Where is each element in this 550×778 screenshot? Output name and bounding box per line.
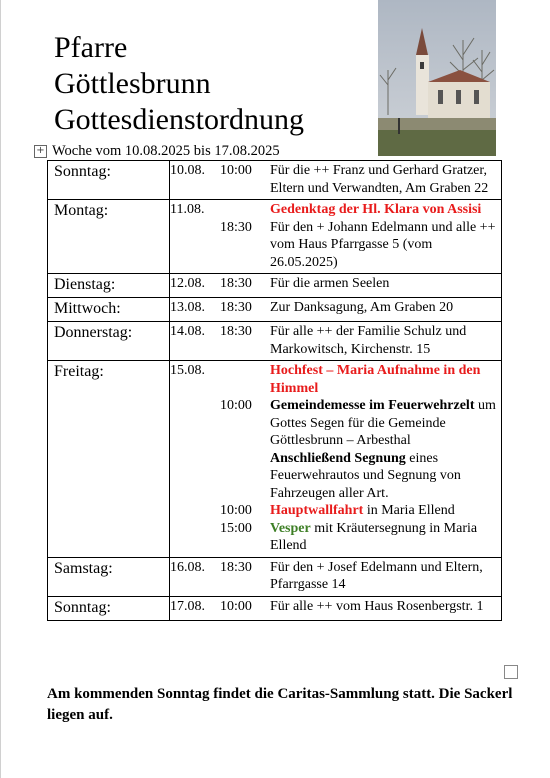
entry-date: 15.08. bbox=[170, 363, 205, 378]
entry-text bbox=[270, 323, 501, 358]
day-name: Sonntag: bbox=[48, 161, 170, 200]
day-name: Mittwoch: bbox=[48, 298, 170, 322]
schedule-table bbox=[47, 160, 502, 621]
entry-description: in Maria Ellend bbox=[366, 503, 455, 518]
entry-description: Für den + Johann Edelmann und alle ++ vom Haus Pfarrgasse 5 (vom 26.05.2025) bbox=[270, 219, 496, 270]
caritas-note: Am kommenden Sonntag findet die Caritas-Sammlung statt. Die Sackerl liegen auf. bbox=[47, 686, 513, 723]
entry-text bbox=[270, 520, 501, 555]
schedule-entry bbox=[170, 362, 501, 397]
title-line-1: Pfarre bbox=[54, 31, 128, 64]
entry-description: Für die armen Seelen bbox=[270, 276, 390, 291]
title-line-2: Göttlesbrunn bbox=[54, 67, 211, 100]
entry-date bbox=[170, 450, 220, 503]
entry-highlight-red: Hochfest – Maria Aufnahme in den Himmel bbox=[270, 363, 481, 396]
schedule-entry bbox=[170, 598, 501, 616]
entry-time: 18:30 bbox=[220, 276, 252, 291]
day-entries bbox=[170, 274, 502, 298]
entry-description: Für den + Josef Edelmann und Eltern, Pfarrgasse 14 bbox=[270, 559, 483, 592]
entry-bold: Anschließend Segnung bbox=[270, 450, 406, 466]
entry-text bbox=[270, 397, 501, 450]
entry-description: Für alle ++ vom Haus Rosenbergstr. 1 bbox=[270, 598, 484, 614]
day-entries bbox=[170, 322, 502, 361]
schedule-row bbox=[48, 200, 502, 274]
schedule-row bbox=[48, 557, 502, 596]
day-name: Samstag: bbox=[48, 557, 170, 596]
schedule-row bbox=[48, 361, 502, 558]
entry-time bbox=[220, 362, 270, 397]
schedule-entry bbox=[170, 323, 501, 358]
entry-time: 10:00 bbox=[220, 163, 252, 178]
schedule-entry bbox=[170, 520, 501, 555]
schedule-entry bbox=[170, 162, 501, 197]
day-name: Montag: bbox=[48, 200, 170, 274]
schedule-entry bbox=[170, 559, 501, 594]
entry-date bbox=[170, 219, 220, 272]
entry-date bbox=[170, 520, 220, 555]
entry-description: eines Feuerwehrautos und Segnung von Fahrzeugen aller Art. bbox=[270, 450, 461, 501]
schedule-row bbox=[48, 161, 502, 200]
schedule-row bbox=[48, 298, 502, 322]
entry-text bbox=[270, 362, 501, 397]
entry-text bbox=[270, 559, 501, 594]
entry-time: 18:30 bbox=[220, 559, 252, 575]
entry-date: 11.08. bbox=[170, 202, 205, 217]
entry-date: 10.08. bbox=[170, 163, 205, 178]
church-photo[interactable] bbox=[378, 0, 496, 156]
table-move-handle-icon[interactable]: + bbox=[34, 145, 47, 158]
entry-bold: Gemeindemesse im Feuerwehrzelt bbox=[270, 398, 475, 413]
entry-highlight-green: Vesper bbox=[270, 520, 311, 536]
entry-description: Für die ++ Franz und Gerhard Gratzer, Eltern und Verwandten, Am Graben 22 bbox=[270, 163, 489, 196]
entry-time: 15:00 bbox=[220, 520, 252, 536]
entry-time bbox=[220, 450, 270, 503]
entry-description: Für alle ++ der Familie Schulz und Markowitsch, Kirchenstr. 15 bbox=[270, 324, 467, 357]
day-entries bbox=[170, 596, 502, 620]
entry-description: um Gottes Segen für die Gemeinde Göttlesbrunn – Arbesthal bbox=[270, 398, 496, 448]
schedule-entry bbox=[170, 502, 501, 520]
entry-text bbox=[270, 162, 501, 197]
page-title bbox=[54, 30, 304, 138]
schedule-entry bbox=[170, 219, 501, 272]
day-name: Sonntag: bbox=[48, 596, 170, 620]
entry-time: 10:00 bbox=[220, 398, 252, 413]
schedule-row bbox=[48, 322, 502, 361]
day-name: Donnerstag: bbox=[48, 322, 170, 361]
entry-time: 10:00 bbox=[220, 598, 252, 614]
entry-time: 10:00 bbox=[220, 503, 252, 518]
entry-description: Zur Danksagung, Am Graben 20 bbox=[270, 300, 454, 315]
entry-time bbox=[220, 201, 270, 219]
page-edge bbox=[0, 0, 1, 778]
day-entries bbox=[170, 161, 502, 200]
entry-time: 18:30 bbox=[220, 300, 252, 315]
table-resize-handle[interactable] bbox=[504, 665, 518, 679]
schedule-row bbox=[48, 596, 502, 620]
schedule-entry bbox=[170, 201, 501, 219]
entry-text bbox=[270, 450, 501, 503]
entry-text bbox=[270, 502, 501, 520]
entry-text bbox=[270, 201, 501, 219]
church-photo-image bbox=[378, 0, 496, 156]
day-entries bbox=[170, 361, 502, 558]
entry-description: mit Kräutersegnung in Maria Ellend bbox=[270, 520, 478, 553]
day-entries bbox=[170, 557, 502, 596]
day-name: Freitag: bbox=[48, 361, 170, 558]
week-range: Woche vom 10.08.2025 bis 17.08.2025 bbox=[52, 143, 280, 159]
entry-text bbox=[270, 598, 501, 616]
entry-date bbox=[170, 502, 220, 520]
entry-date: 14.08. bbox=[170, 324, 205, 339]
entry-date: 13.08. bbox=[170, 300, 205, 315]
day-entries bbox=[170, 298, 502, 322]
schedule-entry bbox=[170, 275, 501, 293]
schedule-entry bbox=[170, 450, 501, 503]
entry-date: 12.08. bbox=[170, 276, 205, 291]
entry-text bbox=[270, 299, 501, 317]
day-name: Dienstag: bbox=[48, 274, 170, 298]
entry-date bbox=[170, 397, 220, 450]
day-entries bbox=[170, 200, 502, 274]
entry-time: 18:30 bbox=[220, 219, 252, 235]
entry-date: 17.08. bbox=[170, 598, 205, 614]
schedule-entry bbox=[170, 397, 501, 450]
entry-text bbox=[270, 219, 501, 272]
title-line-3: Gottesdienstordnung bbox=[54, 103, 304, 136]
entry-date: 16.08. bbox=[170, 559, 205, 575]
entry-time: 18:30 bbox=[220, 324, 252, 339]
schedule-row bbox=[48, 274, 502, 298]
entry-text bbox=[270, 275, 501, 293]
entry-highlight-red: Hauptwallfahrt bbox=[270, 503, 364, 518]
schedule-entry bbox=[170, 299, 501, 317]
entry-highlight-red: Gedenktag der Hl. Klara von Assisi bbox=[270, 202, 482, 217]
